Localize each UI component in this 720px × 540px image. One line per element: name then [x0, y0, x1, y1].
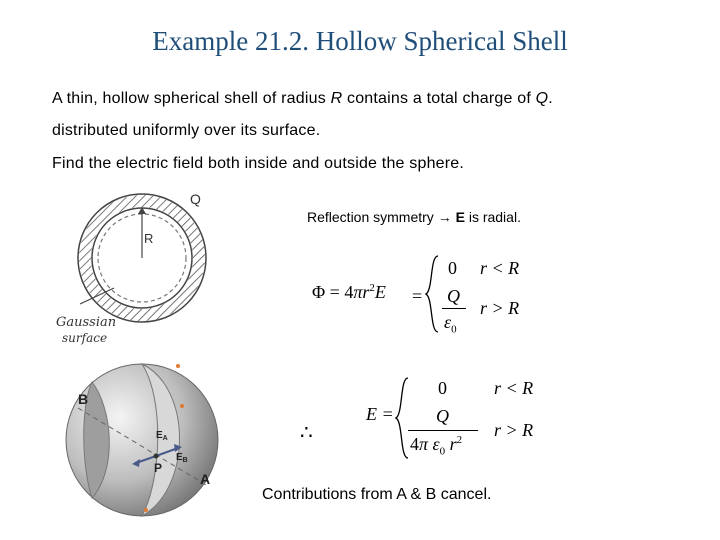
flux-equals-sign: =: [412, 286, 423, 306]
field-case-inside-value: 0: [438, 378, 447, 398]
gaussian-label-1: Gaussian: [56, 315, 117, 330]
field-case-outside-denominator: 4π $\varepsilon_0$ $r^2$: [410, 434, 463, 458]
slide-title: Example 21.2. Hollow Spherical Shell: [152, 26, 568, 56]
therefore-symbol: ∴: [300, 422, 313, 444]
flux-case-outside-denominator: $\varepsilon_0$: [444, 312, 457, 336]
flux-brace: [424, 254, 440, 334]
field-equation-lhs: E =: [366, 404, 394, 424]
flux-case-outside-condition: r > R: [480, 298, 520, 318]
point-b-label: B: [78, 391, 89, 407]
flux-case-inside-value: 0: [448, 258, 457, 278]
problem-line-2: distributed uniformly over its surface.: [52, 122, 321, 139]
field-fraction-bar: [408, 430, 478, 431]
flux-fraction-bar: [442, 308, 466, 309]
problem-line-1: A thin, hollow spherical shell of radius R contains a total charge of Q.: [52, 90, 553, 107]
field-case-outside-numerator: Q: [436, 406, 449, 426]
point-p-label: P: [154, 461, 163, 475]
gaussian-shell-figure: [52, 186, 232, 346]
flux-equation-lhs: $\Phi = 4\pi r^2E$: [312, 282, 386, 302]
gaussian-label-2: surface: [62, 331, 108, 345]
flux-case-inside-condition: r < R: [480, 258, 520, 278]
shell-radius-label: R: [144, 231, 154, 246]
flux-case-outside-numerator: Q: [447, 286, 460, 306]
field-case-inside-condition: r < R: [494, 378, 534, 398]
field-a-label: $E_A$: [156, 430, 168, 442]
symmetry-note: Reflection symmetry → E is radial.: [307, 209, 521, 225]
field-b-label: $E_B$: [176, 452, 188, 464]
field-case-outside-condition: r > R: [494, 420, 534, 440]
point-a-label: A: [200, 471, 211, 487]
cutaway-sphere-figure: [52, 358, 224, 520]
field-brace: [394, 376, 410, 460]
contributions-note: Contributions from A & B cancel.: [262, 486, 492, 503]
shell-charge-label: Q: [190, 191, 201, 207]
problem-line-3: Find the electric field both inside and outside the sphere.: [52, 155, 465, 172]
